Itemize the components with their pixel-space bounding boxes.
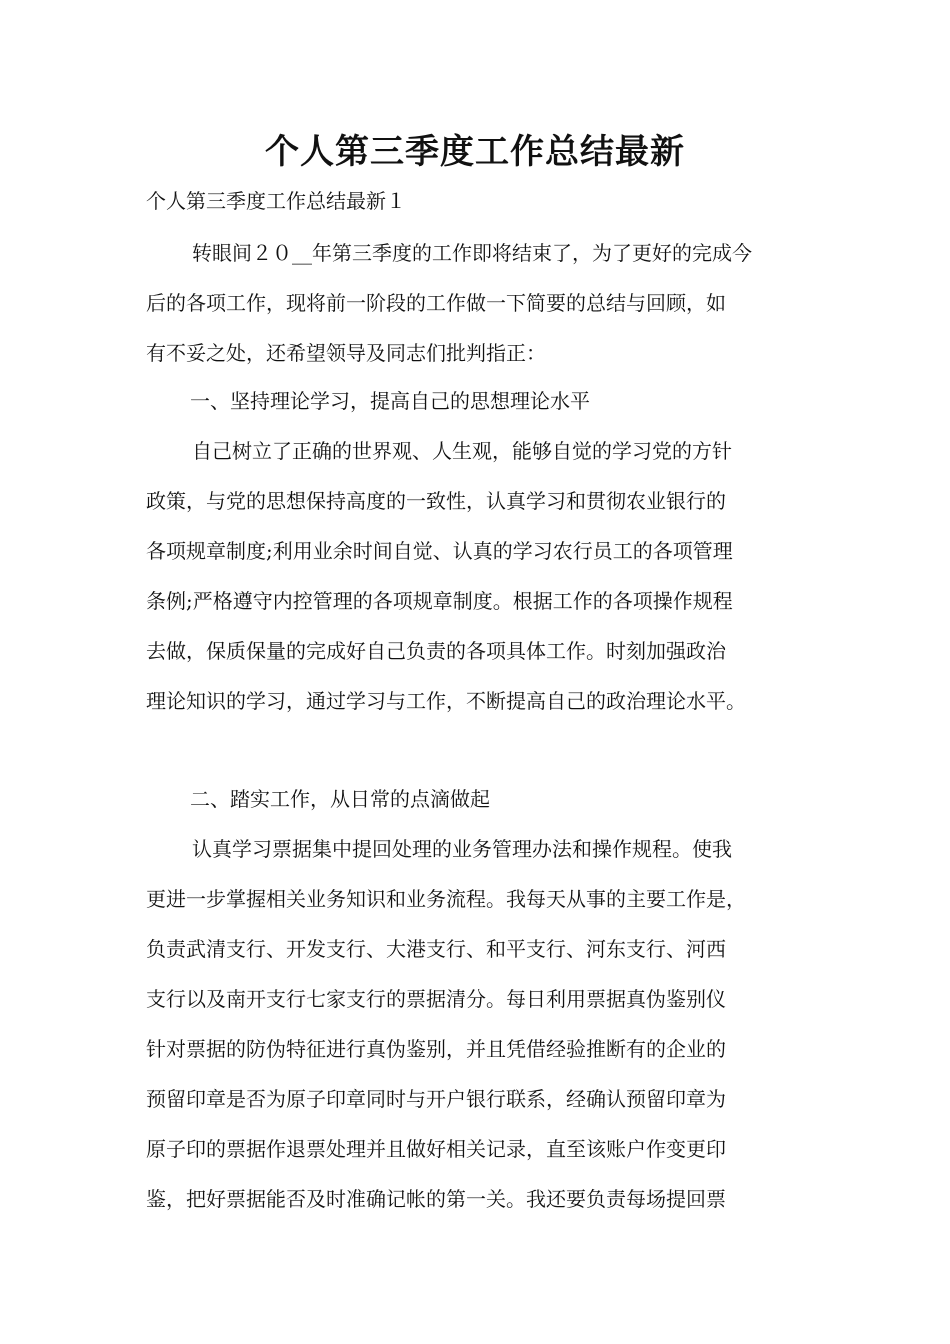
paragraph-line: 原子印的票据作退票处理并且做好相关记录，直至该账户作变更印 <box>146 1137 726 1161</box>
intro-line: 有不妥之处，还希望领导及同志们批判指正： <box>146 341 546 365</box>
paragraph-line: 理论知识的学习，通过学习与工作，不断提高自己的政治理论水平。 <box>146 689 746 713</box>
paragraph-line: 针对票据的防伪特征进行真伪鉴别，并且凭借经验推断有的企业的 <box>146 1037 726 1061</box>
document-title: 个人第三季度工作总结最新 <box>265 132 685 172</box>
paragraph-line: 更进一步掌握相关业务知识和业务流程。我每天从事的主要工作是， <box>146 887 746 911</box>
section-heading: 二、踏实工作，从日常的点滴做起 <box>190 787 490 811</box>
section-heading: 一、坚持理论学习，提高自己的思想理论水平 <box>190 389 590 413</box>
intro-line: 后的各项工作，现将前一阶段的工作做一下简要的总结与回顾，如 <box>146 291 726 315</box>
paragraph-line: 预留印章是否为原子印章同时与开户银行联系，经确认预留印章为 <box>146 1087 726 1111</box>
paragraph-line: 政策，与党的思想保持高度的一致性，认真学习和贯彻农业银行的 <box>146 489 726 513</box>
paragraph-line: 条例;严格遵守内控管理的各项规章制度。根据工作的各项操作规程 <box>146 589 733 613</box>
paragraph-line: 鉴，把好票据能否及时准确记帐的第一关。我还要负责每场提回票 <box>146 1187 726 1211</box>
paragraph-line: 自己树立了正确的世界观、人生观，能够自觉的学习党的方针 <box>192 439 732 463</box>
paragraph-line: 认真学习票据集中提回处理的业务管理办法和操作规程。使我 <box>192 837 732 861</box>
document-subtitle: 个人第三季度工作总结最新１ <box>146 189 406 213</box>
paragraph-line: 各项规章制度;利用业余时间自觉、认真的学习农行员工的各项管理 <box>146 539 733 563</box>
intro-line: 转眼间２０__年第三季度的工作即将结束了，为了更好的完成今 <box>192 241 752 265</box>
paragraph-line: 支行以及南开支行七家支行的票据清分。每日利用票据真伪鉴别仪 <box>146 987 726 1011</box>
paragraph-line: 负责武清支行、开发支行、大港支行、和平支行、河东支行、河西 <box>146 937 726 961</box>
paragraph-line: 去做，保质保量的完成好自己负责的各项具体工作。时刻加强政治 <box>146 639 726 663</box>
